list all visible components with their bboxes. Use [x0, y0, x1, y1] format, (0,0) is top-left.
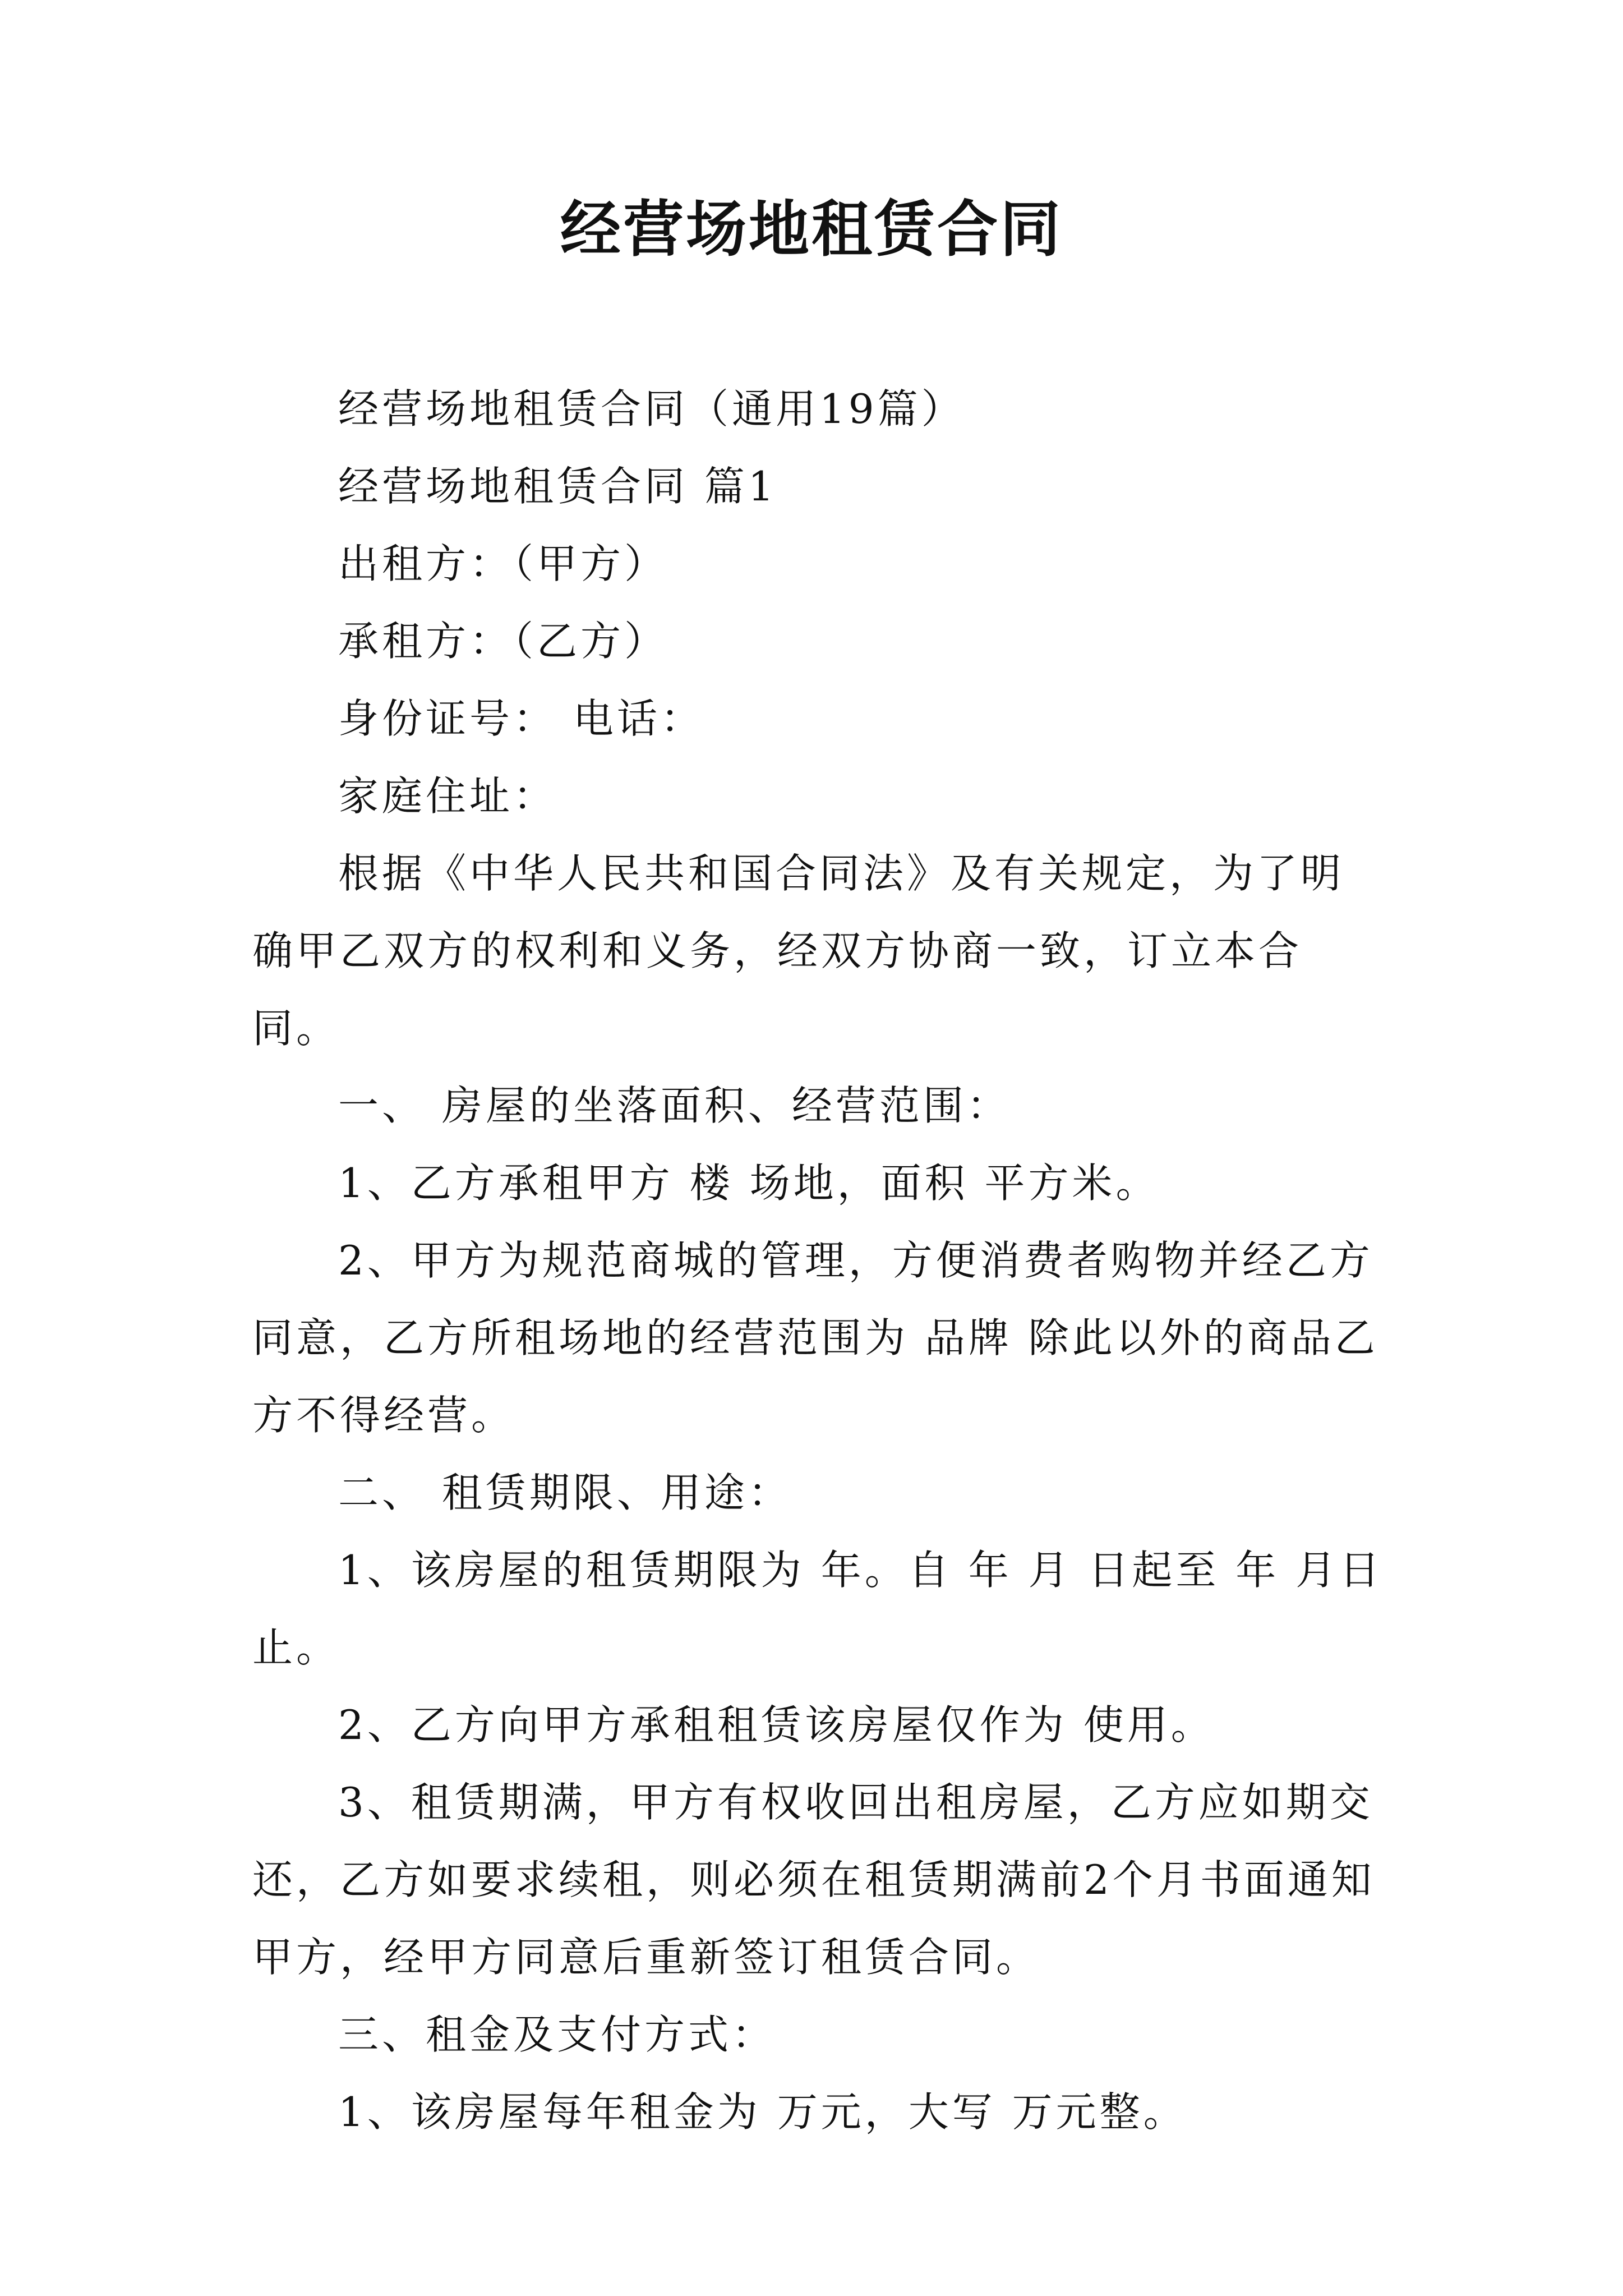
paragraph-section-heading: 经营场地租赁合同 篇1	[338, 463, 777, 510]
paragraph-id-phone: 身份证号： 电话：	[338, 695, 704, 742]
paragraph-clause-2-3: 3、租赁期满，甲方有权收回出租房屋，乙方应如期交还，乙方如要求续租，则必须在租赁期满前2个月书面通知甲方，经甲方同意后重新签订租赁合同。	[252, 1779, 1375, 1981]
paragraph-clause-2-1: 1、该房屋的租赁期限为 年。自 年 月 日起至 年 月日止。	[252, 1547, 1384, 1671]
paragraph-clause-3-heading: 三、租金及支付方式：	[338, 2011, 776, 2058]
document-body	[252, 370, 1385, 2151]
paragraph-address: 家庭住址：	[338, 772, 557, 820]
paragraph-clause-2-heading: 二、 租赁期限、用途：	[338, 1469, 792, 1516]
paragraph-clause-3-1: 1、该房屋每年租金为 万元，大写 万元整。	[338, 2088, 1187, 2136]
paragraph-clause-2-2: 2、乙方向甲方承租租赁该房屋仅作为 使用。	[338, 1701, 1215, 1749]
paragraph-subtitle: 经营场地租赁合同（通用19篇）	[338, 385, 965, 432]
paragraph-clause-1-2: 2、甲方为规范商城的管理，方便消费者购物并经乙方同意，乙方所租场地的经营范围为 品牌 除此以外的商品乙方不得经营。	[252, 1237, 1378, 1439]
paragraph-preamble: 根据《中华人民共和国合同法》及有关规定，为了明确甲乙双方的权利和义务，经双方协商一致，订立本合同。	[252, 850, 1345, 1052]
paragraph-lessee: 承租方：（乙方）	[338, 618, 668, 665]
document-title: 经营场地租赁合同	[560, 195, 1063, 265]
paragraph-clause-1-heading: 一、 房屋的坐落面积、经营范围：	[338, 1082, 1011, 1129]
paragraph-lessor: 出租方：（甲方）	[338, 540, 668, 587]
paragraph-clause-1-1: 1、乙方承租甲方 楼 场地，面积 平方米。	[338, 1159, 1160, 1207]
